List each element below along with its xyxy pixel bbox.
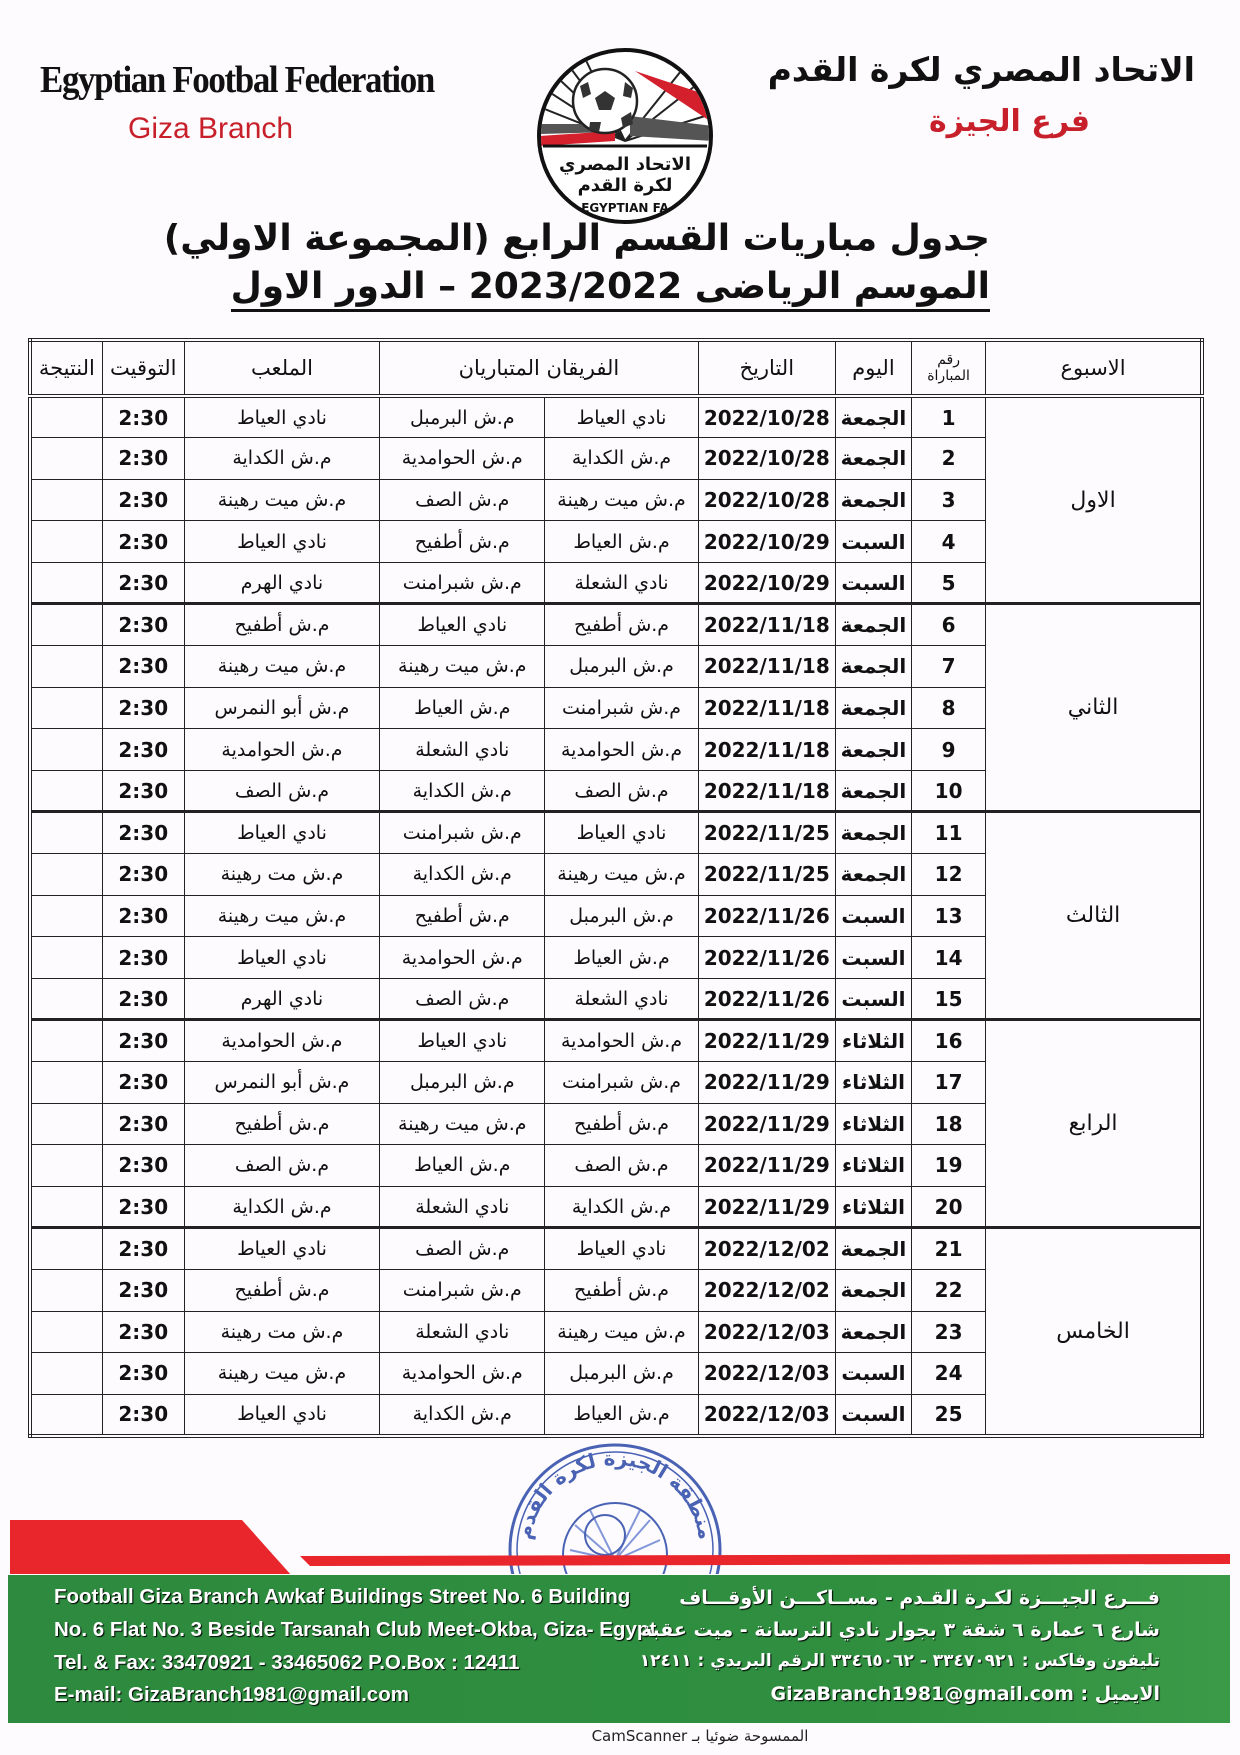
- match-number: 23: [912, 1311, 986, 1353]
- stadium: م.ش أطفيح: [184, 604, 379, 646]
- match-time: 2:30: [102, 687, 184, 729]
- away-team: نادي الشعلة: [380, 1186, 545, 1228]
- stadium: نادي العياط: [184, 521, 379, 563]
- away-team: م.ش أطفيح: [380, 521, 545, 563]
- match-day: الجمعة: [835, 687, 911, 729]
- match-number: 9: [912, 729, 986, 771]
- home-team: م.ش الصف: [545, 1145, 698, 1187]
- match-date: 2022/11/18: [698, 687, 835, 729]
- match-date: 2022/11/29: [698, 1145, 835, 1187]
- match-date: 2022/11/29: [698, 1020, 835, 1062]
- match-day: السبت: [835, 562, 911, 604]
- footer-address-en-2: No. 6 Flat No. 3 Beside Tarsanah Club Meet-Okba, Giza- Egypt: [54, 1618, 657, 1641]
- schedule-body: [30, 396, 1202, 1436]
- match-number: 10: [912, 770, 986, 812]
- away-team: م.ش البرمبل: [380, 1062, 545, 1104]
- match-day: الجمعة: [835, 396, 911, 438]
- stadium: نادي العياط: [184, 396, 379, 438]
- match-day: الجمعة: [835, 604, 911, 646]
- match-time: 2:30: [102, 1186, 184, 1228]
- match-date: 2022/11/18: [698, 646, 835, 688]
- match-time: 2:30: [102, 604, 184, 646]
- footer-phone-ar: تليفون وفاكس : ٣٣٤٧٠٩٢١ - ٣٣٤٦٥٠٦٢ الرقم البريدي : ١٢٤١١: [639, 1651, 1160, 1671]
- branch-name-en: Giza Branch: [128, 112, 294, 145]
- home-team: م.ش البرمبل: [545, 1353, 698, 1395]
- home-team: م.ش ميت رهينة: [545, 854, 698, 896]
- schedule-title: جدول مباريات القسم الرابع (المجموعة الاولي): [163, 218, 990, 259]
- away-team: م.ش شبرامنت: [380, 1269, 545, 1311]
- match-day: الجمعة: [835, 1311, 911, 1353]
- match-time: 2:30: [102, 396, 184, 438]
- match-result: [30, 562, 102, 604]
- home-team: م.ش الكداية: [545, 438, 698, 480]
- stadium: م.ش الصف: [184, 1145, 379, 1187]
- stadium: نادي العياط: [184, 937, 379, 979]
- header-match-no-line2: المباراة: [927, 368, 970, 384]
- match-time: 2:30: [102, 1145, 184, 1187]
- footer-email-en: E-mail: GizaBranch1981@gmail.com: [54, 1683, 409, 1706]
- match-number: 12: [912, 854, 986, 896]
- away-team: نادي العياط: [380, 604, 545, 646]
- match-day: السبت: [835, 895, 911, 937]
- header-stadium: الملعب: [184, 340, 379, 396]
- match-result: [30, 687, 102, 729]
- match-number: 24: [912, 1353, 986, 1395]
- match-day: السبت: [835, 1394, 911, 1436]
- match-date: 2022/11/26: [698, 978, 835, 1020]
- stadium: م.ش الحوامدية: [184, 729, 379, 771]
- match-result: [30, 604, 102, 646]
- header-match-no-line1: رقم: [937, 352, 960, 368]
- match-time: 2:30: [102, 1394, 184, 1436]
- away-team: م.ش ميت رهينة: [380, 646, 545, 688]
- header-week: الاسبوع: [986, 340, 1202, 396]
- match-result: [30, 812, 102, 854]
- match-result: [30, 479, 102, 521]
- season-subtitle-text: الموسم الرياضى 2023/2022 – الدور الاول: [231, 266, 990, 312]
- away-team: م.ش العياط: [380, 687, 545, 729]
- match-date: 2022/12/02: [698, 1269, 835, 1311]
- match-date: 2022/11/26: [698, 937, 835, 979]
- match-date: 2022/12/02: [698, 1228, 835, 1270]
- match-date: 2022/11/18: [698, 729, 835, 771]
- match-number: 2: [912, 438, 986, 480]
- match-date: 2022/11/18: [698, 604, 835, 646]
- footer-address-en-1: Football Giza Branch Awkaf Buildings Street No. 6 Building: [54, 1585, 631, 1608]
- header-teams: الفريقان المتباريان: [380, 340, 699, 396]
- away-team: م.ش الكداية: [380, 1394, 545, 1436]
- match-result: [30, 1103, 102, 1145]
- table-row: [30, 1228, 1202, 1270]
- match-number: 1: [912, 396, 986, 438]
- match-result: [30, 1062, 102, 1104]
- week-label: الرابع: [986, 1020, 1202, 1228]
- match-result: [30, 646, 102, 688]
- home-team: م.ش أطفيح: [545, 1103, 698, 1145]
- header-result: النتيجة: [30, 340, 102, 396]
- home-team: م.ش العياط: [545, 1394, 698, 1436]
- home-team: م.ش البرمبل: [545, 895, 698, 937]
- match-time: 2:30: [102, 479, 184, 521]
- match-day: الجمعة: [835, 729, 911, 771]
- away-team: م.ش الصف: [380, 978, 545, 1020]
- match-day: الثلاثاء: [835, 1020, 911, 1062]
- match-day: الجمعة: [835, 854, 911, 896]
- logo-text-ar-1: الاتحاد المصري: [559, 154, 691, 175]
- stadium: نادي العياط: [184, 1394, 379, 1436]
- home-team: م.ش أطفيح: [545, 604, 698, 646]
- home-team: م.ش الكداية: [545, 1186, 698, 1228]
- table-row: [30, 396, 1202, 438]
- home-team: نادي العياط: [545, 396, 698, 438]
- match-date: 2022/11/29: [698, 1062, 835, 1104]
- match-number: 8: [912, 687, 986, 729]
- match-result: [30, 521, 102, 563]
- match-number: 22: [912, 1269, 986, 1311]
- stadium: م.ش ميت رهينة: [184, 1353, 379, 1395]
- match-date: 2022/10/29: [698, 521, 835, 563]
- week-label: الثاني: [986, 604, 1202, 812]
- match-date: 2022/12/03: [698, 1353, 835, 1395]
- match-result: [30, 396, 102, 438]
- away-team: نادي العياط: [380, 1020, 545, 1062]
- match-number: 21: [912, 1228, 986, 1270]
- stadium: م.ش ميت رهينة: [184, 895, 379, 937]
- org-name-en: Egyptian Footbal Federation: [40, 59, 434, 101]
- home-team: م.ش شبرامنت: [545, 687, 698, 729]
- away-team: م.ش الحوامدية: [380, 937, 545, 979]
- match-number: 25: [912, 1394, 986, 1436]
- match-result: [30, 1269, 102, 1311]
- home-team: م.ش العياط: [545, 521, 698, 563]
- stadium: م.ش أطفيح: [184, 1103, 379, 1145]
- footer-email-ar: الايميل : GizaBranch1981@gmail.com: [770, 1683, 1160, 1705]
- match-date: 2022/10/28: [698, 396, 835, 438]
- table-row: [30, 1020, 1202, 1062]
- match-date: 2022/11/26: [698, 895, 835, 937]
- match-schedule-table: [28, 338, 1204, 1438]
- header-date: التاريخ: [698, 340, 835, 396]
- footer-address-ar-2: شارع ٦ عمارة ٦ شقة ٣ بجوار نادي الترسانة - ميت عقبة: [640, 1619, 1160, 1641]
- away-team: م.ش البرمبل: [380, 396, 545, 438]
- home-team: نادي العياط: [545, 812, 698, 854]
- match-time: 2:30: [102, 1353, 184, 1395]
- home-team: م.ش البرمبل: [545, 646, 698, 688]
- match-number: 4: [912, 521, 986, 563]
- match-result: [30, 1020, 102, 1062]
- match-number: 11: [912, 812, 986, 854]
- week-label: الخامس: [986, 1228, 1202, 1436]
- org-name-ar: الاتحاد المصري لكرة القدم: [767, 50, 1195, 89]
- header-time: التوقيت: [102, 340, 184, 396]
- match-time: 2:30: [102, 978, 184, 1020]
- match-result: [30, 438, 102, 480]
- away-team: م.ش شبرامنت: [380, 812, 545, 854]
- efa-logo-icon: [535, 46, 715, 226]
- stadium: م.ش ميت رهينة: [184, 646, 379, 688]
- match-time: 2:30: [102, 521, 184, 563]
- match-date: 2022/11/29: [698, 1186, 835, 1228]
- match-day: الثلاثاء: [835, 1103, 911, 1145]
- match-result: [30, 895, 102, 937]
- match-time: 2:30: [102, 1062, 184, 1104]
- home-team: م.ش ميت رهينة: [545, 479, 698, 521]
- away-team: م.ش ميت رهينة: [380, 1103, 545, 1145]
- match-day: الثلاثاء: [835, 1145, 911, 1187]
- match-time: 2:30: [102, 812, 184, 854]
- stadium: م.ش أبو النمرس: [184, 687, 379, 729]
- match-number: 17: [912, 1062, 986, 1104]
- match-number: 18: [912, 1103, 986, 1145]
- match-day: الجمعة: [835, 812, 911, 854]
- match-day: الجمعة: [835, 479, 911, 521]
- table-row: [30, 812, 1202, 854]
- match-day: السبت: [835, 978, 911, 1020]
- match-day: الجمعة: [835, 1228, 911, 1270]
- match-day: السبت: [835, 521, 911, 563]
- match-date: 2022/12/03: [698, 1311, 835, 1353]
- home-team: م.ش شبرامنت: [545, 1062, 698, 1104]
- match-number: 20: [912, 1186, 986, 1228]
- match-date: 2022/10/28: [698, 479, 835, 521]
- match-time: 2:30: [102, 646, 184, 688]
- match-day: الجمعة: [835, 646, 911, 688]
- match-time: 2:30: [102, 562, 184, 604]
- footer-green-band: [8, 1575, 1230, 1723]
- footer-red-band: [10, 1518, 1230, 1578]
- match-day: السبت: [835, 937, 911, 979]
- match-time: 2:30: [102, 1228, 184, 1270]
- match-date: 2022/11/18: [698, 770, 835, 812]
- branch-name-ar: فرع الجيزة: [928, 104, 1090, 139]
- match-result: [30, 770, 102, 812]
- match-result: [30, 1311, 102, 1353]
- stadium: م.ش الحوامدية: [184, 1020, 379, 1062]
- match-day: الجمعة: [835, 1269, 911, 1311]
- away-team: م.ش الكداية: [380, 770, 545, 812]
- away-team: نادي الشعلة: [380, 729, 545, 771]
- match-day: الجمعة: [835, 438, 911, 480]
- match-date: 2022/10/29: [698, 562, 835, 604]
- table-row: [30, 604, 1202, 646]
- footer-phone-en: Tel. & Fax: 33470921 - 33465062 P.O.Box : 12411: [54, 1651, 520, 1674]
- match-number: 16: [912, 1020, 986, 1062]
- header-match-no: [912, 340, 986, 396]
- stadium: نادي العياط: [184, 812, 379, 854]
- match-date: 2022/12/03: [698, 1394, 835, 1436]
- match-result: [30, 1145, 102, 1187]
- stadium: م.ش أطفيح: [184, 1269, 379, 1311]
- home-team: م.ش العياط: [545, 937, 698, 979]
- match-date: 2022/10/28: [698, 438, 835, 480]
- match-number: 3: [912, 479, 986, 521]
- stadium: م.ش ميت رهينة: [184, 479, 379, 521]
- match-number: 5: [912, 562, 986, 604]
- logo-text-en: EGYPTIAN FA: [581, 201, 669, 215]
- match-time: 2:30: [102, 770, 184, 812]
- stadium: م.ش الكداية: [184, 438, 379, 480]
- match-day: الثلاثاء: [835, 1062, 911, 1104]
- away-team: م.ش الصف: [380, 479, 545, 521]
- match-result: [30, 854, 102, 896]
- match-result: [30, 729, 102, 771]
- match-time: 2:30: [102, 438, 184, 480]
- match-time: 2:30: [102, 1269, 184, 1311]
- stadium: م.ش الكداية: [184, 1186, 379, 1228]
- home-team: م.ش ميت رهينة: [545, 1311, 698, 1353]
- match-result: [30, 978, 102, 1020]
- match-result: [30, 1353, 102, 1395]
- table-header-row: [30, 340, 1202, 396]
- away-team: م.ش الصف: [380, 1228, 545, 1270]
- home-team: م.ش الحوامدية: [545, 1020, 698, 1062]
- away-team: م.ش العياط: [380, 1145, 545, 1187]
- match-number: 15: [912, 978, 986, 1020]
- match-result: [30, 1394, 102, 1436]
- header-day: اليوم: [835, 340, 911, 396]
- match-time: 2:30: [102, 1103, 184, 1145]
- home-team: م.ش الصف: [545, 770, 698, 812]
- week-label: الثالث: [986, 812, 1202, 1020]
- stadium: نادي العياط: [184, 1228, 379, 1270]
- stadium: نادي الهرم: [184, 562, 379, 604]
- match-number: 13: [912, 895, 986, 937]
- home-team: نادي الشعلة: [545, 562, 698, 604]
- match-day: السبت: [835, 1353, 911, 1395]
- stadium: نادي الهرم: [184, 978, 379, 1020]
- match-time: 2:30: [102, 1020, 184, 1062]
- home-team: م.ش الحوامدية: [545, 729, 698, 771]
- away-team: م.ش الحوامدية: [380, 1353, 545, 1395]
- week-label: الاول: [986, 396, 1202, 604]
- match-date: 2022/11/25: [698, 854, 835, 896]
- home-team: نادي الشعلة: [545, 978, 698, 1020]
- stadium: م.ش أبو النمرس: [184, 1062, 379, 1104]
- away-team: م.ش شبرامنت: [380, 562, 545, 604]
- match-day: الثلاثاء: [835, 1186, 911, 1228]
- season-subtitle: [230, 266, 990, 307]
- match-result: [30, 1186, 102, 1228]
- stadium: م.ش مت رهينة: [184, 854, 379, 896]
- away-team: م.ش الكداية: [380, 854, 545, 896]
- away-team: نادي الشعلة: [380, 1311, 545, 1353]
- match-time: 2:30: [102, 729, 184, 771]
- match-result: [30, 1228, 102, 1270]
- stadium: م.ش مت رهينة: [184, 1311, 379, 1353]
- match-time: 2:30: [102, 895, 184, 937]
- scanner-watermark: الممسوحة ضوئيا بـ CamScanner: [591, 1727, 809, 1745]
- match-number: 6: [912, 604, 986, 646]
- match-result: [30, 937, 102, 979]
- home-team: نادي العياط: [545, 1228, 698, 1270]
- stamp-text: منطقة الجيزة لكرة القدم: [511, 1445, 719, 1542]
- footer-address-ar-1: فـــرع الجيـــزة لكـرة القـدم - مســاكـــن الأوقـــاف: [679, 1587, 1160, 1609]
- match-number: 19: [912, 1145, 986, 1187]
- away-team: م.ش الحوامدية: [380, 438, 545, 480]
- match-date: 2022/11/29: [698, 1103, 835, 1145]
- stadium: م.ش الصف: [184, 770, 379, 812]
- match-number: 14: [912, 937, 986, 979]
- logo-text-ar-2: لكرة القدم: [577, 175, 673, 196]
- away-team: م.ش أطفيح: [380, 895, 545, 937]
- match-day: الجمعة: [835, 770, 911, 812]
- match-date: 2022/11/25: [698, 812, 835, 854]
- match-time: 2:30: [102, 937, 184, 979]
- match-time: 2:30: [102, 1311, 184, 1353]
- match-time: 2:30: [102, 854, 184, 896]
- home-team: م.ش أطفيح: [545, 1269, 698, 1311]
- match-number: 7: [912, 646, 986, 688]
